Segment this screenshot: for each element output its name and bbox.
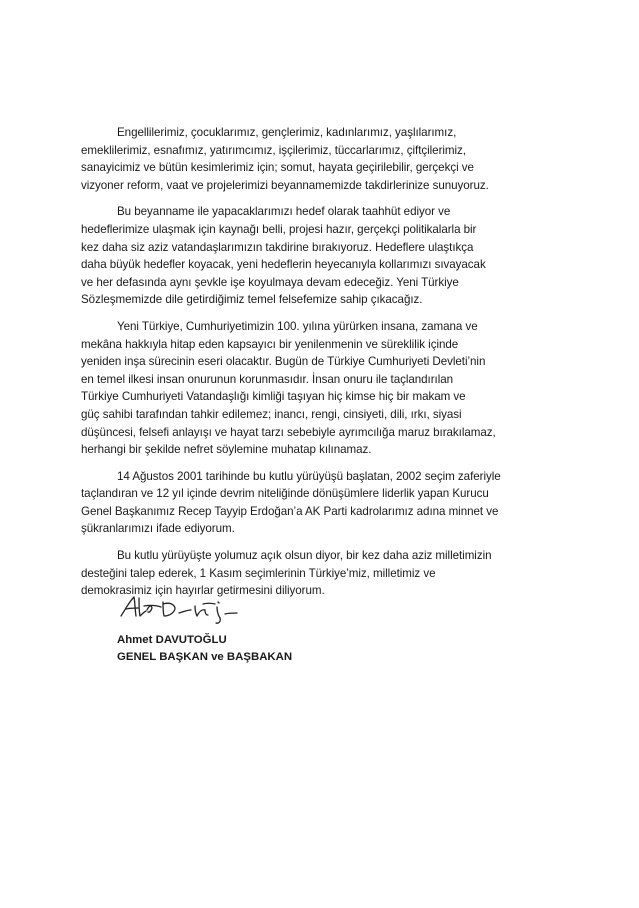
paragraph-line: daha büyük hedefler koyacak, yeni hedeflerin heyecanıyla kollarımızı sıvayacak: [81, 258, 486, 272]
paragraph-line: düşüncesi, felsefi anlayışı ve hayat tarzı sebebiyle ayrımcılığa maruz bırakılamaz,: [81, 425, 496, 439]
paragraph-line: taçlandıran ve 12 yıl içinde devrim niteliğinde dönüşümlere liderlik yapan Kurucu: [81, 487, 489, 501]
paragraph-line: Bu kutlu yürüyüşte yolumuz açık olsun diyor, bir kez daha aziz milletimizin: [117, 549, 492, 563]
paragraph-line: güç sahibi tarafından tahkir edilemez; inancı, rengi, cinsiyeti, dili, ırkı, siyasi: [81, 407, 462, 421]
paragraph-line: demokrasimiz için hayırlar getirmesini diliyorum.: [81, 584, 325, 598]
paragraph-line: Engellilerimiz, çocuklarımız, gençlerimiz, kadınlarımız, yaşlılarımız,: [117, 126, 457, 139]
paragraph-line: Yeni Türkiye, Cumhuriyetimizin 100. yılına yürürken insana, zamana ve: [117, 319, 478, 333]
paragraph-line: Türkiye Cumhuriyeti Vatandaşlığı kimliği taşıyan hiç kimse hiç bir makam ve: [81, 390, 466, 404]
paragraph-line: ve her defasında aynı şevkle işe koyulmaya devam edeceğiz. Yeni Türkiye: [81, 275, 459, 289]
paragraph-4: [81, 468, 569, 538]
paragraph-line: Genel Başkanımız Recep Tayyip Erdoğan’a AK Parti kadrolarımız adına minnet ve: [81, 504, 499, 518]
paragraph-line: kez daha siz aziz vatandaşlarımızın takdirine bırakıyoruz. Hedeflere ulaştıkça: [81, 240, 474, 254]
signature-block: [117, 592, 377, 666]
paragraph-line: en temel ilkesi insan onurunun korunmasıdır. İnsan onuru ile taçlandırılan: [81, 372, 454, 386]
paragraph-line: sanayicimiz ve bütün kesimlerimiz için; somut, hayata geçirilebilir, gerçekçi ve: [81, 161, 474, 175]
paragraph-line: Bu beyanname ile yapacaklarımızı hedef olarak taahhüt ediyor ve: [117, 205, 451, 219]
paragraph-1: [81, 124, 569, 194]
paragraph-line: herhangi bir şekilde nefret söylemine muhatap kılınamaz.: [81, 443, 372, 457]
paragraph-3: [81, 318, 569, 459]
paragraph-line: 14 Ağustos 2001 tarihinde bu kutlu yürüyüşü başlatan, 2002 seçim zaferiyle: [117, 469, 501, 483]
paragraph-line: hedeflerimize ulaşmak için kaynağı belli, projesi hazır, gerçekçi politikalarla bir: [81, 222, 477, 236]
paragraph-line: mekâna hakkıyla hitap eden kapsayıcı bir yenilenmenin ve süreklilik içinde: [81, 337, 459, 351]
signer-name: Ahmet DAVUTOĞLU: [117, 634, 227, 646]
paragraph-line: emeklilerimiz, esnafımız, yatırımcımız, işçilerimiz, tüccarlarımız, çiftçilerimiz,: [81, 143, 466, 157]
paragraph-line: şükranlarımızı ifade ediyorum.: [81, 522, 235, 536]
paragraph-line: vizyoner reform, vaat ve projelerimizi beyannamemizde takdirlerinize sunuyoruz.: [81, 178, 489, 192]
handwritten-signature: [117, 592, 249, 628]
paragraph-line: yeniden inşa sürecinin eseri olacaktır. Bugün de Türkiye Cumhuriyeti Devleti’nin: [81, 355, 486, 369]
letter-body: [81, 124, 569, 609]
paragraph-line: desteğini talep ederek, 1 Kasım seçimlerinin Türkiye’miz, milletimiz ve: [81, 566, 436, 580]
paragraph-line: Sözleşmemizde dile getirdiğimiz temel felsefemize sahip çıkacağız.: [81, 293, 423, 307]
paragraph-2: [81, 203, 569, 309]
signer-title: GENEL BAŞKAN ve BAŞBAKAN: [117, 651, 293, 663]
